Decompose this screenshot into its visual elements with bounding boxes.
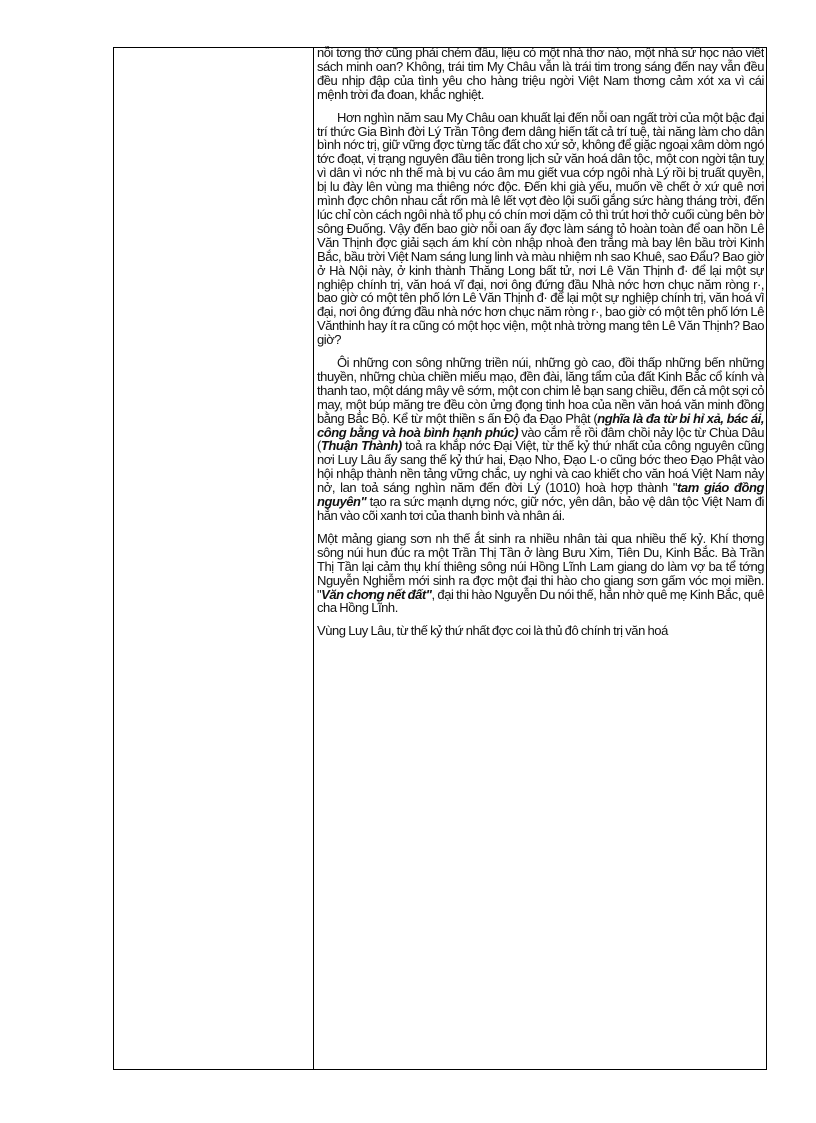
paragraph-p5	[317, 624, 764, 638]
text-run: nỗi tơng thờ cũng phải chém đầu, liệu có một nhà thơ nào, một nhà sử học nào viết sách minh oan? Không, trái tim My Châu vẫn là trái tim trong sáng đến nay vẫn đều đều nhịp đập của tình yêu cho hàng triệu ngời Việt Nam thơng cảm xót xa vì cái mệnh trời đa đoan, khắc nghiệt.	[317, 46, 764, 102]
text-run: Một mảng giang sơn nh thế ắt sinh ra nhiều nhân tài qua nhiều thế kỷ. Khí thơng sông núi hun đúc ra một Trần Thị Tần ở làng Bưu Xim, Tiên Du, Kinh Bắc. Bà Trần Thị Tần lại cảm thụ khí thiêng sông núi Hồng Lĩnh Lam giang do làm vợ ba tể tớng Nguyễn Nghiễm mới sinh ra đợc một đại thi hào cho giang sơn gấm vóc mọi miền. "	[317, 530, 764, 602]
text-column	[317, 46, 764, 1068]
text-run: Ôi những con sông những triền núi, những gò cao, đồi thấp những bến những thuyền, những chùa chiền miếu mạo, đền đài, lăng tẩm của đất Kinh Bắc cổ kính và thanh tao, một dáng mây vê sớm, một con chim lẻ bạn sang chiều, đến cả một sợi cỏ may, một búp măng tre đều còn ửng đọng tinh hoa của nền văn hoá văn minh đồng bằng Bắc Bộ. Kể từ một thiền s ấn Độ đa Đạo Phật (	[317, 355, 764, 426]
emphasis-run: Thuận Thành)	[320, 438, 402, 454]
text-run: tạo ra sức mạnh dựng nớc, giữ nớc, yên dân, bảo vệ dân tộc Việt Nam đi hẳn vào cõi xanh tơi của thanh bình và nhân ái.	[317, 494, 764, 523]
paragraph-p3	[317, 356, 764, 523]
text-run: Hơn nghìn năm sau My Châu oan khuất lại đến nỗi oan ngất trời của một bậc đại trí thức Gia Bình đời Lý Trần Tông đem dâng hiến tất cả trí tuệ, tài năng làm cho dân bình nớc trị, giữ vững đợc từng tấc đất cho xứ sở, không để giặc ngoại xâm dòm ngó tớc đoạt, vị trạng nguyên đầu tiên trong lịch sử văn hoá dân tộc, một con ngời tận tuỵ vì dân vì nớc nh thế mà bị vu cáo âm mu giết vua cớp ngôi nhà Lý rồi bị truất quyền, bị lu đày lên vùng ma thiêng nớc độc. Đến khi già yếu, muốn về chết ở xứ quê nơi mình đợc chôn nhau cắt rốn mà lê lết vợt đèo lội suối gắng sức hàng tháng trời, đến lúc chỉ còn cách ngôi nhà tổ phụ có chín mơi dặm cỏ thì trút hơi thở cuối cùng bên bờ sông Đuống. Vậy đến bao giờ nỗi oan ấy đợc làm sáng tỏ hoàn toàn để oan hồn Lê Văn Thịnh đợc giải sạch ám khí còn nhập nhoà đen trắng mà bay lên bầu trời Kinh Bắc, bầu trời Việt Nam sáng lung linh và màu nhiệm nh sao Khuê, sao Đẩu? Bao giờ ở Hà Nội này, ở kinh thành Thăng Long bất tử, nơi Lê Văn Thịnh đ· để lại một sự nghiệp chính trị, văn hoá vĩ đại, nơi ông đứng đầu Nhà nớc hơn chục năm ròng r·, bao giờ có một tên phố lớn Lê Văn Thịnh đ· để lại một sự nghiệp chính trị, văn hoá vĩ đại, nơi ông đứng đầu nhà nớc hơn chục năm ròng r·, bao giờ có một tên phố lớn Lê Vănthinh hay ít ra cũng có một học viện, một nhà trờng mang tên Lê Văn Thịnh? Bao giờ?	[317, 109, 764, 348]
paragraph-p1	[317, 46, 764, 102]
text-run: , đại thi hào Nguyễn Du nói thế, hẳn nhờ quê mẹ Kinh Bắc, quê cha Hồng Lĩnh.	[317, 586, 764, 616]
text-run: Vùng Luy Lâu, từ thế kỷ thứ nhất đợc coi là thủ đô chính trị văn hoá	[317, 623, 668, 639]
paragraph-p2	[317, 111, 764, 347]
text-run: toả ra khắp nớc Đại Việt, từ thế kỷ thứ nhất của công nguyên cũng nơi Luy Lâu ấy sang thế kỷ thứ hai, Đạo Nho, Đạo L·o cũng bớc theo Đạo Phật vào hội nhập thành nền tảng vững chắc, uy nghi và cao khiết cho văn hoá Việt Nam nảy nở, lan toả sáng nghìn năm đến đời Lý (1010) hoà hợp thành "	[317, 438, 764, 496]
paragraph-p4	[317, 532, 764, 615]
emphasis-run: nghĩa là đa từ bi hỉ xả, bác ái, công bằng và hoà bình hạnh phúc)	[317, 410, 764, 440]
emphasis-run: Văn chơng nết đất"	[321, 586, 432, 602]
emphasis-run: tam giáo đồng nguyên"	[317, 480, 764, 510]
text-run: vào cắm rễ rồi đâm chồi nảy lộc từ Chùa Dâu (	[317, 424, 764, 454]
margin-rule	[313, 47, 314, 1070]
